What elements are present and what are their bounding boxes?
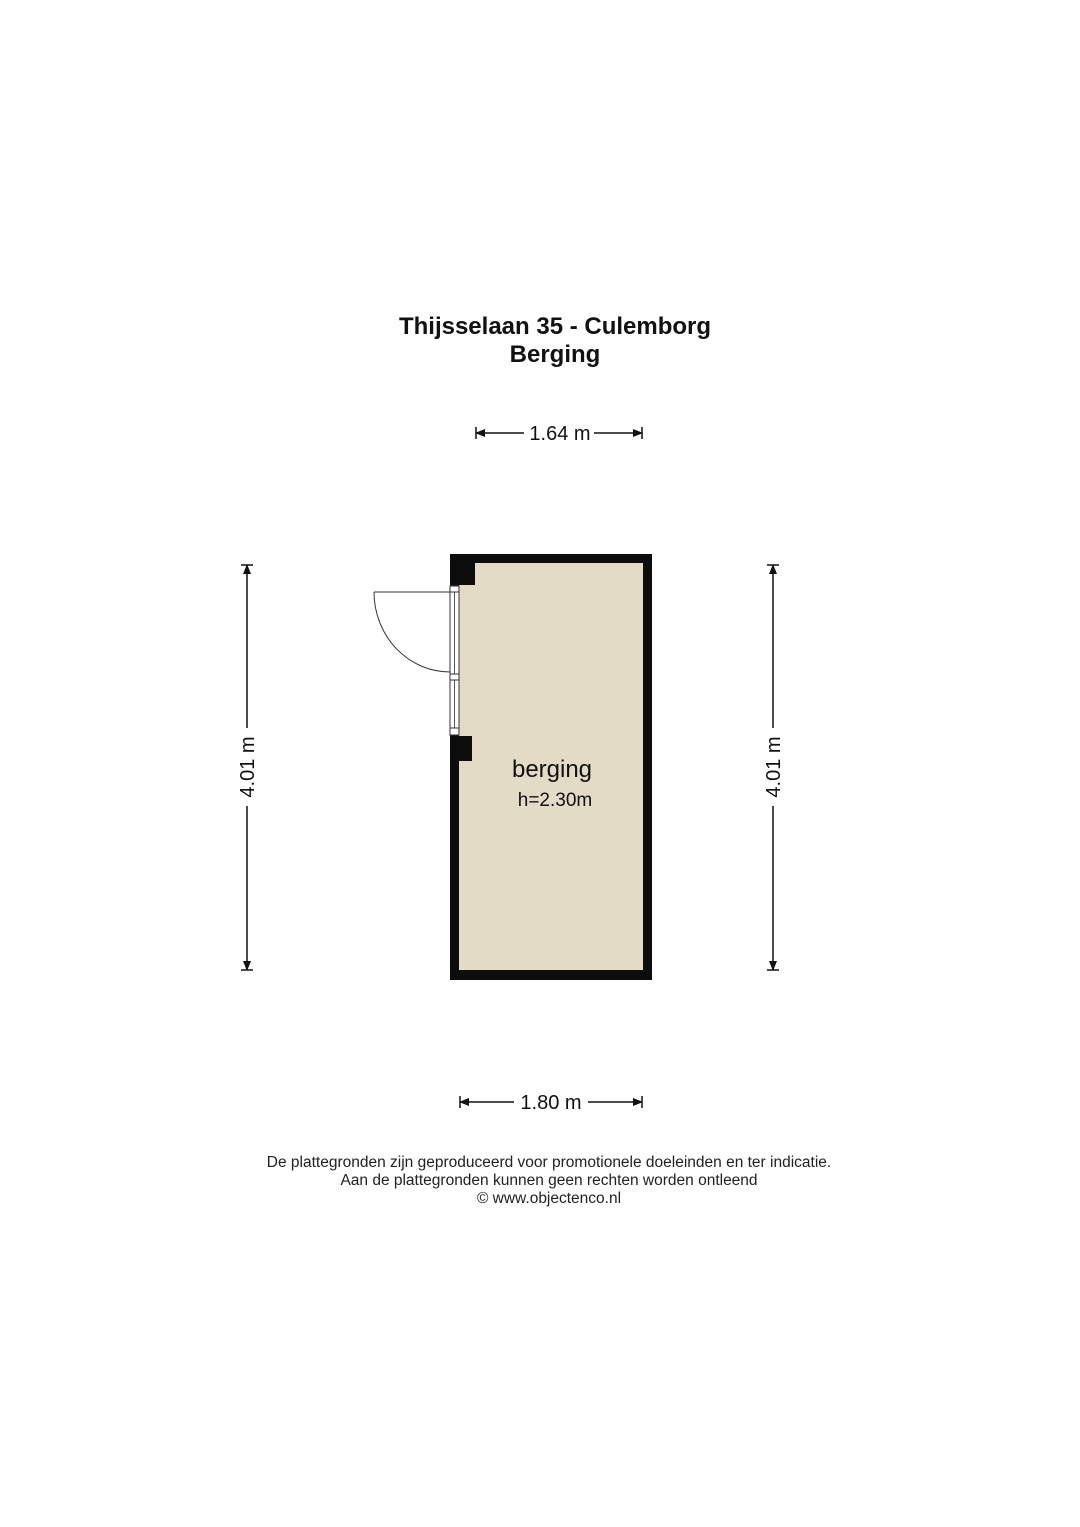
copyright-link[interactable]: © www.objectenco.nl <box>476 1190 622 1207</box>
dimension-top-label: 1.64 m <box>529 423 591 445</box>
dimension-left-label: 4.01 m <box>237 736 259 798</box>
dimension-bottom <box>460 1092 642 1114</box>
door-frame <box>450 586 459 735</box>
disclaimer-line-1: De plattegronden zijn geproduceerd voor promotionele doeleinden en ter indicatie. <box>266 1154 832 1171</box>
dimension-right-label: 4.01 m <box>763 736 785 798</box>
plan-subtitle: Berging <box>509 341 601 368</box>
dimension-top <box>476 423 642 445</box>
room-name: berging <box>511 756 593 783</box>
door-swing <box>374 592 450 672</box>
room-height: h=2.30m <box>517 790 593 811</box>
disclaimer-line-2: Aan de plattegronden kunnen geen rechten worden ontleend <box>340 1172 758 1189</box>
dimension-left <box>237 565 259 970</box>
plan-title: Thijsselaan 35 - Culemborg <box>398 313 712 340</box>
dimension-bottom-label: 1.80 m <box>520 1092 582 1114</box>
dimension-right <box>763 565 785 970</box>
